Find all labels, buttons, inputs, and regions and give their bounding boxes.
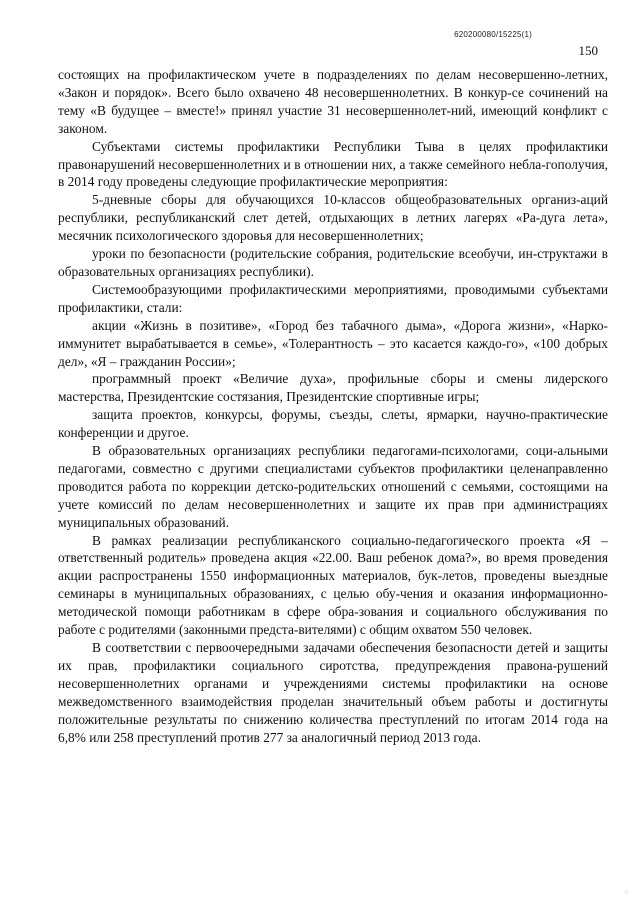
paragraph-1: состоящих на профилактическом учете в подразделениях по делам несовершенно-летних, «Закон и порядок». Всего было охвачено 48 несовершеннолетних. В конкур-се сочинений на тему «В будущее – вместе!» принял участие 31 несовершеннолет-ний, имеющий конфликт с законом. xyxy=(58,67,608,136)
paragraph-4: уроки по безопасности (родительские собрания, родительские всеобучи, ин-структажи в образовательных организациях республики). xyxy=(58,246,608,279)
paragraph-9: В образовательных организациях республики педагогами-психологами, соци-альными педагогами, совместно с другими специалистами субъектов профилактики целенаправленно проводится работа по коррекции детско-родительских отношений с семьями, состоящими на учете комиссий по делам несовершеннолетних и защите их прав при администрациях муниципальных образований. xyxy=(58,443,608,530)
paragraph-5: Системообразующими профилактическими мероприятиями, проводимыми субъектами профилактики, стали: xyxy=(58,281,608,315)
paragraph-6: акции «Жизнь в позитиве», «Город без табачного дыма», «Дорога жизни», «Нарко-иммунитет вырабатывается в семье», «Толерантность – это касается каждо-го», «100 добрых дел», «Я – гражданин России»; xyxy=(58,317,608,369)
paragraph-11: В соответствии с первоочередными задачами обеспечения безопасности детей и защиты их прав, профилактики социального сиротства, предупреждения правона-рушений несовершеннолетних органами и учреждениями системы профилактики на основе межведомственного взаимодействия проделан значительный объем работы и достигнуты положительные результаты по снижению количества преступлений по итогам 2014 года на 6,8% или 258 преступлений против 277 за аналогичный период 2013 года. xyxy=(58,640,608,745)
paragraph-3: 5-дневные сборы для обучающихся 10-классов общеобразовательных организ-аций республики, республиканский слет детей, отдыхающих в летних лагерях «Ра-дуга лета», месячник психологического здоровья для несовершеннолетних; xyxy=(58,192,608,244)
paragraph-8: защита проектов, конкурсы, форумы, съезды, слеты, ярмарки, научно-практические конференции и другое. xyxy=(58,407,608,441)
document-id: 620200080/15225(1) xyxy=(454,30,532,39)
paragraph-2: Субъектами системы профилактики Республики Тыва в целях профилактики правонарушений несовершеннолетних и в отношении них, а также семейного небла-гополучия, в 2014 году проведены следующие профилактические мероприятия: xyxy=(58,138,608,190)
document-body xyxy=(58,66,608,746)
page-number: 150 xyxy=(578,43,598,58)
scan-corner-mark: ⁘ xyxy=(623,888,630,897)
paragraph-7: программный проект «Величие духа», профильные сборы и смены лидерского мастерства, Президентские состязания, Президентские спортивные игры; xyxy=(58,371,608,405)
paragraph-10: В рамках реализации республиканского социально-педагогического проекта «Я – ответственный родитель» проведена акция «22.00. Ваш ребенок дома?», во время проведения акции распространены 1550 информационных материалов, бук-летов, проведены выездные семинары в муниципальных образованиях, с целью обу-чения и оказания информационно-методической помощи работникам в сфере обра-зования и социального обслуживания по работе с родителями (законными предста-вителями) с общим охватом 550 человек. xyxy=(58,532,608,638)
